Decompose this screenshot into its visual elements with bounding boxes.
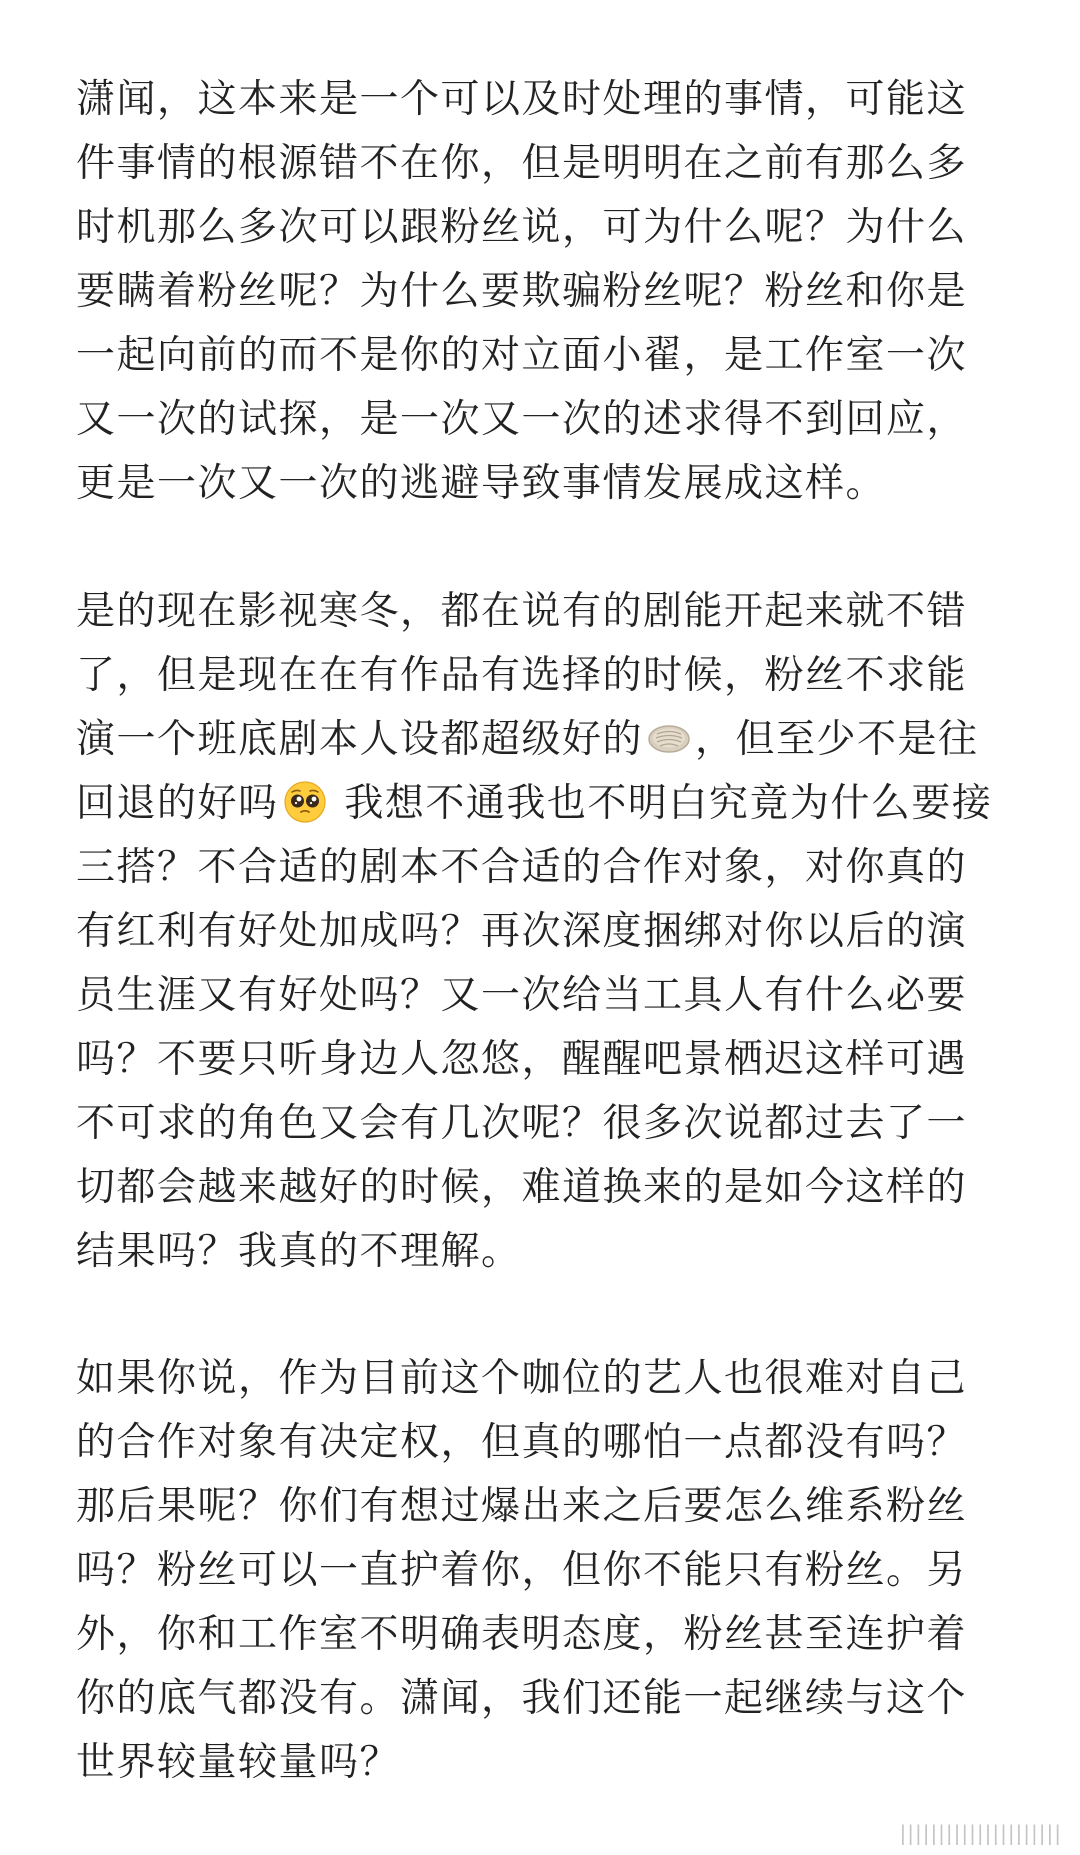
paragraph-line: 外，你和工作室不明确表明态度，粉丝甚至连护着 [76, 1612, 968, 1657]
paragraph-line: 又一次的试探，是一次又一次的述求得不到回应， [76, 397, 968, 442]
paragraph-line: 更是一次又一次的逃避导致事情发展成这样。 [76, 461, 887, 506]
paragraph-line: 结果吗？我真的不理解。 [76, 1229, 522, 1274]
paragraph-line-with-emoji [76, 708, 1016, 772]
paragraph-line: 一起向前的而不是你的对立面小翟，是工作室一次 [76, 333, 968, 378]
paragraph-line: 世界较量较量吗？ [76, 1740, 401, 1785]
text-segment: 回退的好吗 [76, 781, 279, 826]
paragraph-line: 员生涯又有好处吗？又一次给当工具人有什么必要 [76, 973, 968, 1018]
paragraph-3 [76, 1347, 1016, 1795]
paragraph-line: 你的底气都没有。潇闻，我们还能一起继续与这个 [76, 1676, 968, 1721]
paragraph-line: 时机那么多次可以跟粉丝说，可为什么呢？为什么 [76, 205, 968, 250]
text-segment: 我想不通我也不明白究竟为什么要接 [330, 781, 993, 826]
paragraph-line-with-emoji [76, 772, 1016, 836]
text-segment: 演一个班底剧本人设都超级好的 [76, 717, 644, 762]
paragraph-2 [76, 580, 1016, 1284]
paragraph-line: 是的现在影视寒冬，都在说有的剧能开起来就不错 [76, 589, 968, 634]
paragraph-line: 不可求的角色又会有几次呢？很多次说都过去了一 [76, 1101, 968, 1146]
paragraph-line: 吗？粉丝可以一直护着你，但你不能只有粉丝。另 [76, 1548, 968, 1593]
text-segment: ，但至少不是往 [695, 717, 979, 762]
paragraph-1 [76, 68, 1016, 516]
paragraph-line: 的合作对象有决定权，但真的哪怕一点都没有吗？ [76, 1420, 968, 1465]
paragraph-line: 三搭？不合适的剧本不合适的合作对象，对你真的 [76, 845, 968, 890]
watermark: ||||||||||||||||||||| [899, 1821, 1062, 1845]
paragraph-line: 那后果呢？你们有想过爆出来之后要怎么维系粉丝 [76, 1484, 968, 1529]
paragraph-line: 了，但是现在在有作品有选择的时候，粉丝不求能 [76, 653, 968, 698]
paragraph-line: 件事情的根源错不在你，但是明明在之前有那么多 [76, 141, 968, 186]
paragraph-line: 要瞒着粉丝呢？为什么要欺骗粉丝呢？粉丝和你是 [76, 269, 968, 314]
paragraph-line: 吗？不要只听身边人忽悠，醒醒吧景栖迟这样可遇 [76, 1037, 968, 1082]
paragraph-line: 切都会越来越好的时候，难道换来的是如今这样的 [76, 1165, 968, 1210]
paragraph-line: 潇闻，这本来是一个可以及时处理的事情，可能这 [76, 77, 968, 122]
pleading-face-emoji-icon [283, 780, 327, 824]
paragraph-line: 如果你说，作为目前这个咖位的艺人也很难对自己 [76, 1356, 968, 1401]
paragraph-line: 有红利有好处加成吗？再次深度捆绑对你以后的演 [76, 909, 968, 954]
flatbread-emoji-icon [647, 716, 691, 760]
